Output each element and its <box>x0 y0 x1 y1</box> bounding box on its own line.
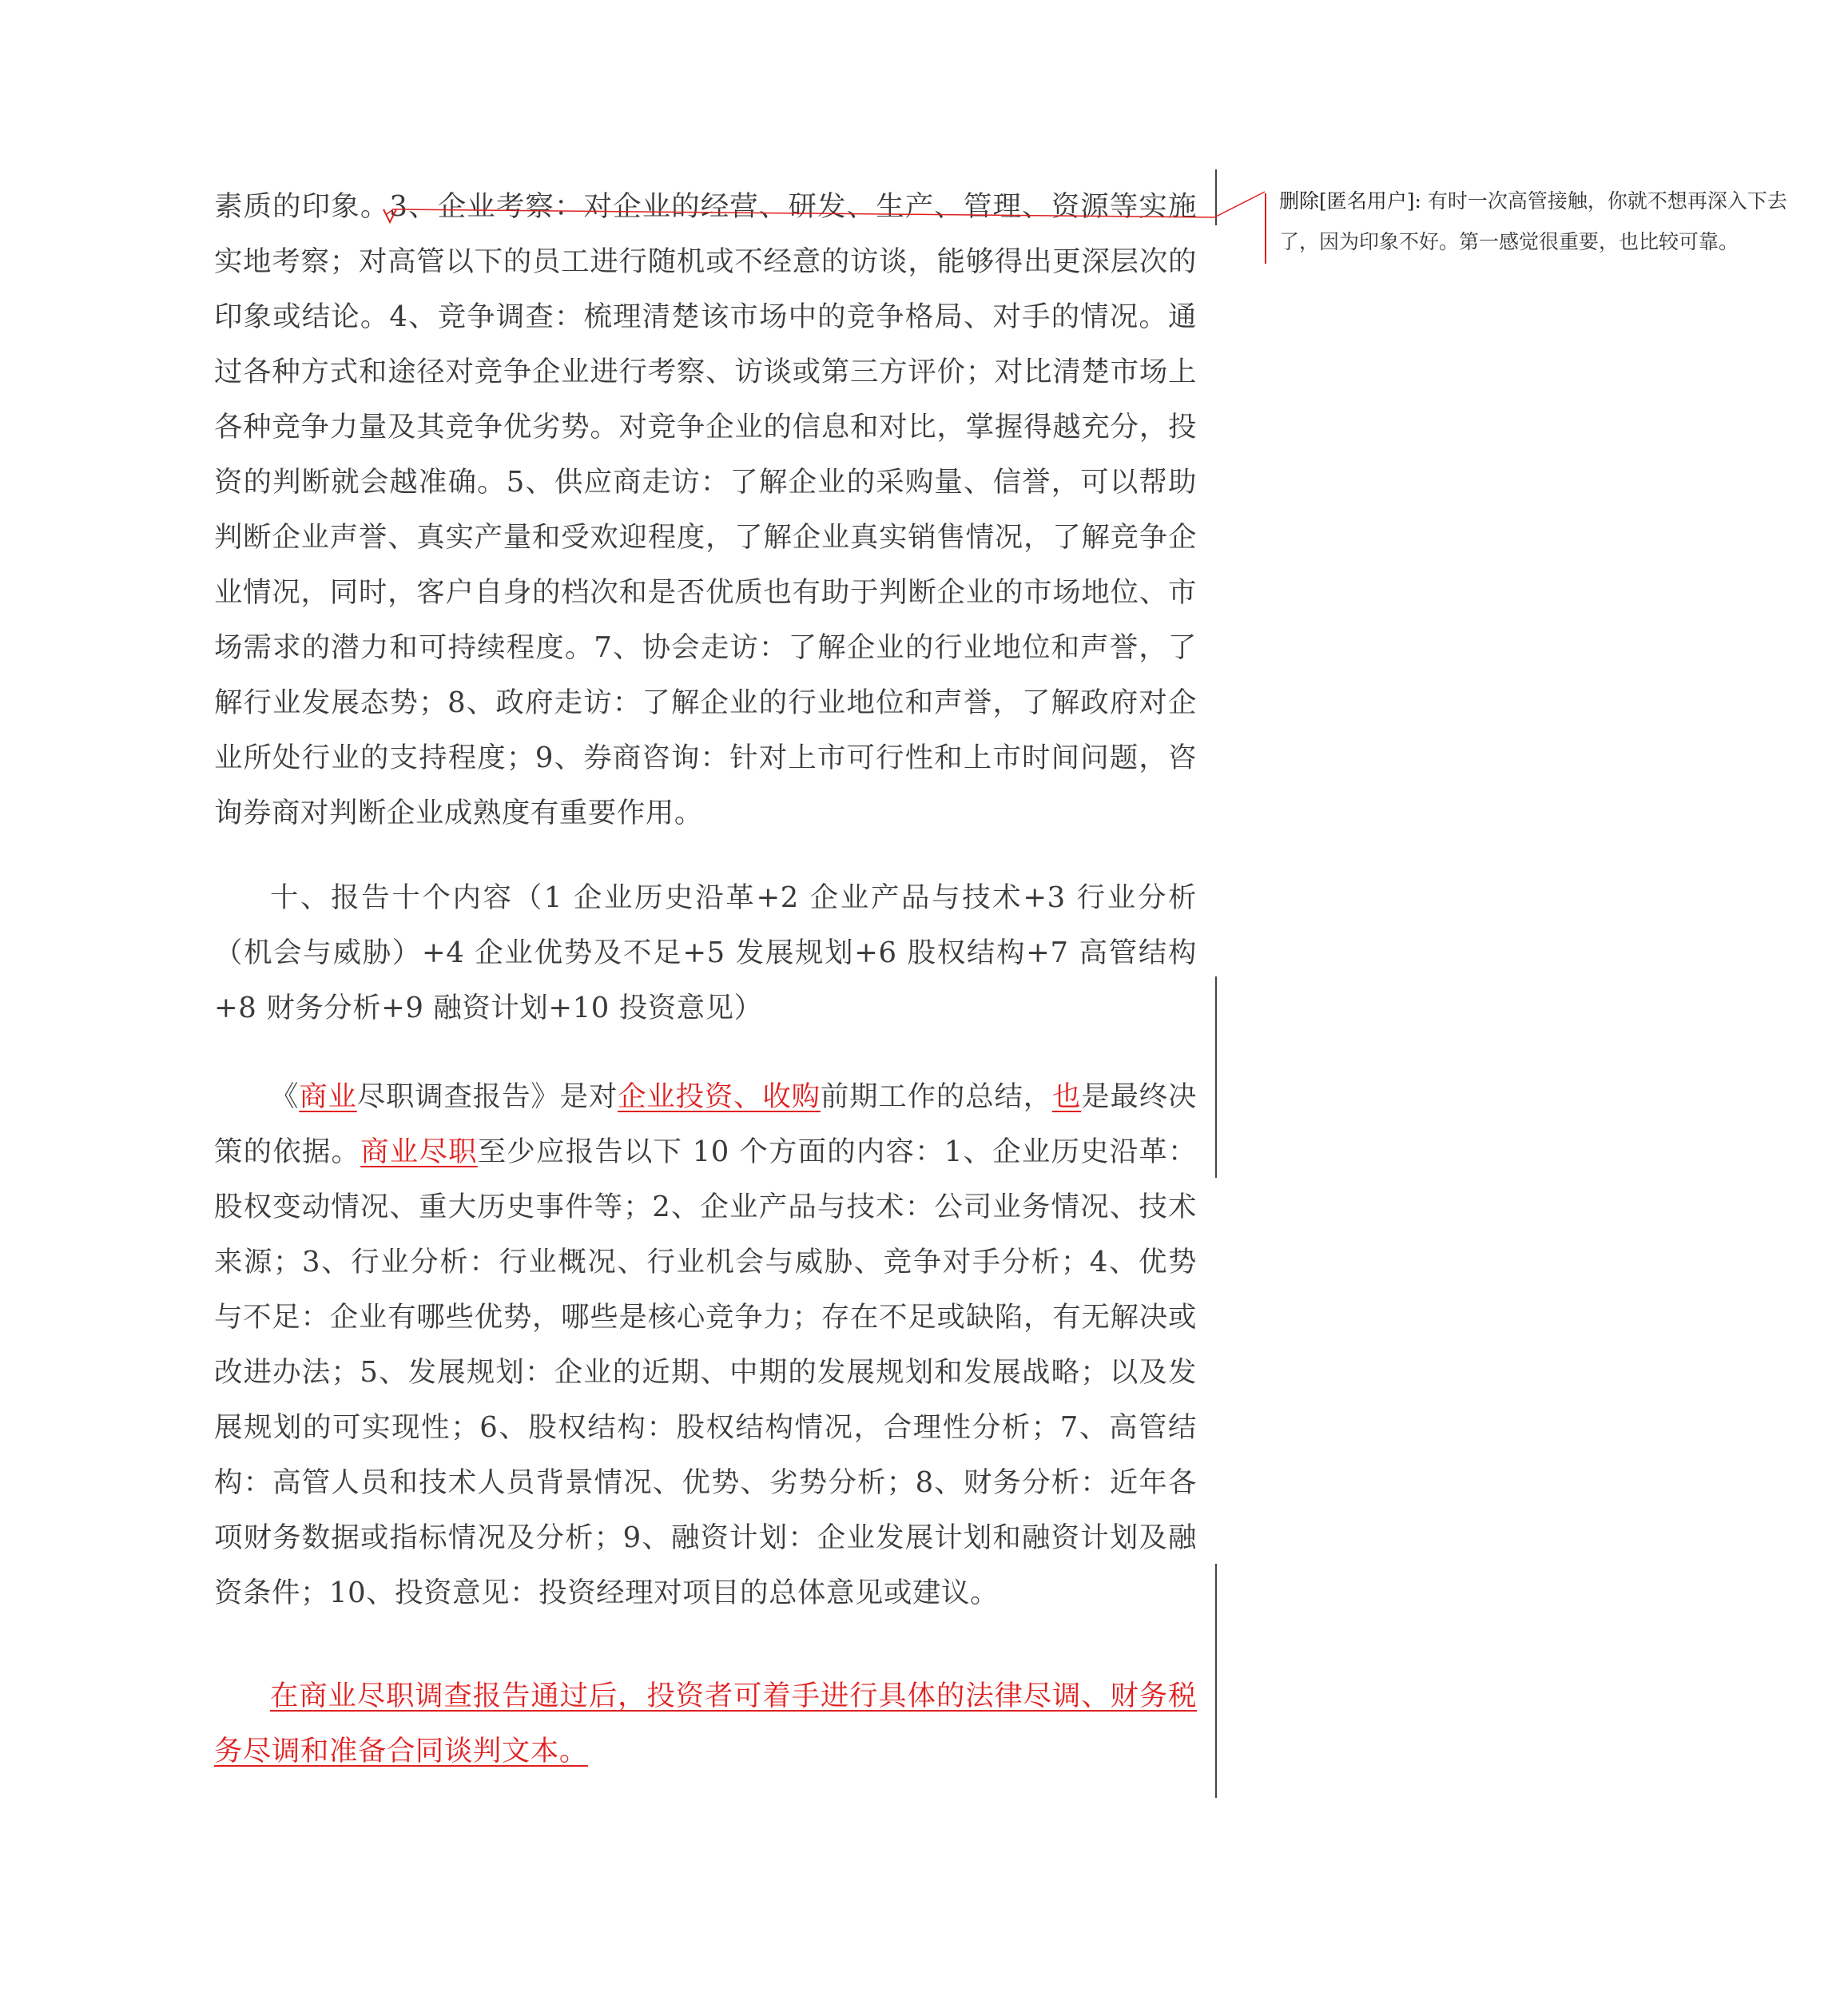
change-bar <box>1215 976 1217 1178</box>
comment-balloon[interactable] <box>1265 181 1824 262</box>
inserted-text: 在商业尽职调查报告通过后，投资者可着手进行具体的法律尽调、财务税务尽调和准备合同谈判文本。 <box>214 1680 1197 1767</box>
inserted-text: 商业 <box>299 1080 357 1113</box>
comment-author-label: 删除[匿名用户]: <box>1279 189 1421 213</box>
comment-text: 有时一次高管接触，你就不想再深入下去了，因为印象不好。第一感觉很重要，也比较可靠。 <box>1279 189 1787 253</box>
change-bar <box>1215 169 1217 225</box>
paragraph-report-ten-items: 十、报告十个内容（1 企业历史沿革+2 企业产品与技术+3 行业分析（机会与威胁）+4 企业优势及不足+5 发展规划+6 股权结构+7 高管结构+8 财务分析+9 融资计划+10 投资意见） <box>214 881 1197 1024</box>
inserted-text: 商业尽职 <box>360 1135 478 1168</box>
paragraph-report-contents: 《商业尽职调查报告》是对企业投资、收购前期工作的总结，也是最终决策的依据。商业尽职至少应报告以下 10 个方面的内容：1、企业历史沿革：股权变动情况、重大历史事件等；2、企业产品与技术：公司业务情况、技术来源；3、行业分析：行业概况、行业机会与威胁、竞争对手分析；4、优势与不足：企业有哪些优势，哪些是核心竞争力；存在不足或缺陷，有无解决或改进办法；5、发展规划：企业的近期、中期的发展规划和发展战略；以及发展规划的可实现性；6、股权结构：股权结构情况，合理性分析；7、高管结构：高管人员和技术人员背景情况、优势、劣势分析；8、财务分析：近年各项财务数据或指标情况及分析；9、融资计划：企业发展计划和融资计划及融资条件；10、投资意见：投资经理对项目的总体意见或建议。 <box>214 1080 1198 1609</box>
paragraph-due-diligence-methods: 素质的印象。3、企业考察：对企业的经营、研发、生产、管理、资源等实施实地考察；对高管以下的员工进行随机或不经意的访谈，能够得出更深层次的印象或结论。4、竞争调查：梳理清楚该市场中的竞争格局、对手的情况。通过各种方式和途径对竞争企业进行考察、访谈或第三方评价；对比清楚市场上各种竞争力量及其竞争优劣势。对竞争企业的信息和对比，掌握得越充分，投资的判断就会越准确。5、供应商走访：了解企业的采购量、信誉，可以帮助判断企业声誉、真实产量和受欢迎程度，了解企业真实销售情况，了解竞争企业情况，同时，客户自身的档次和是否优质也有助于判断企业的市场地位、市场需求的潜力和可持续程度。7、协会走访：了解企业的行业地位和声誉，了解行业发展态势；8、政府走访：了解企业的行业地位和声誉，了解政府对企业所处行业的支持程度；9、券商咨询：针对上市可行性和上市时间问题，咨询券商对判断企业成熟度有重要作用。 <box>214 190 1197 829</box>
paragraph-inserted-conclusion <box>214 1668 1197 1779</box>
change-bar <box>1215 1564 1217 1798</box>
inserted-text: 企业投资、收购 <box>618 1080 821 1113</box>
inserted-text: 也 <box>1051 1080 1082 1113</box>
